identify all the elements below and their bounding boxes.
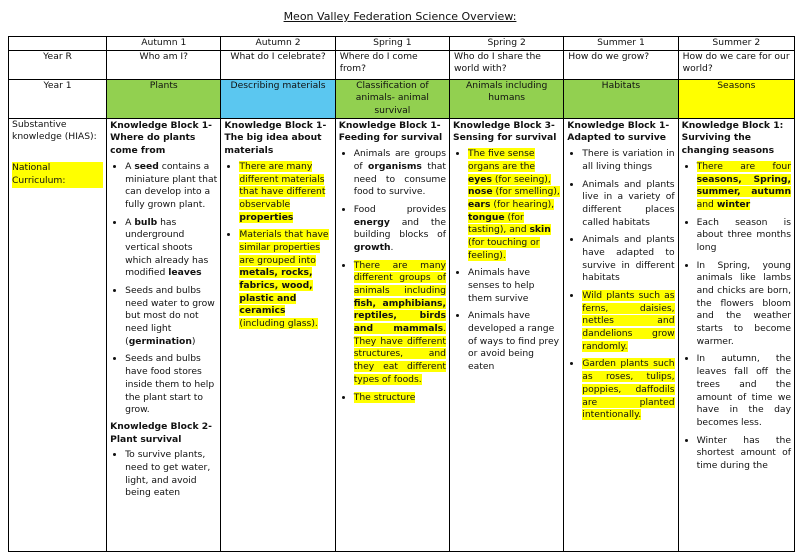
- list-item: • In autumn, the leaves fall off the trees and the amount of time we have in the day becomes less.: [697, 352, 791, 429]
- bullet-list: [110, 160, 217, 417]
- bullet-list: [567, 147, 674, 422]
- term-header-row: [9, 37, 795, 51]
- corner-cell: [9, 37, 107, 51]
- year-1-topic-animals: Animals including humans: [450, 79, 564, 118]
- national-curriculum-label: National Curriculum:: [12, 162, 103, 187]
- senses-knowledge-cell: [450, 118, 564, 551]
- list-item: • Seeds and bulbs need water to grow but most do not need light (germination): [125, 284, 217, 348]
- knowledge-row: [9, 118, 795, 551]
- year-1-topic-habitats: Habitats: [564, 79, 678, 118]
- bullet-list: [682, 160, 791, 473]
- term-header-summer-2: Summer 2: [678, 37, 794, 51]
- bullet-list: [110, 448, 217, 500]
- list-item: • The five sense organs are the eyes (for seeing), nose (for smelling), ears (for hearing), tongue (for tasting), and skin (for touching or feeling).: [468, 147, 560, 262]
- list-item: • There are many different groups of animals including fish, amphibians, reptiles, birds and mammals. They have different structures, and they eat different types of foods.: [354, 259, 446, 387]
- list-item: • Animals are groups of organisms that need to consume food to survive.: [354, 147, 446, 199]
- list-item: • There are many different materials that have different observable properties: [239, 160, 331, 224]
- knowledge-block-heading: Knowledge Block 1- Feeding for survival: [338, 119, 443, 144]
- year-r-topic-1: Who am I?: [107, 50, 221, 79]
- plants-knowledge-cell: [107, 118, 221, 551]
- list-item: • Each season is about three months long: [697, 216, 791, 255]
- knowledge-block-heading: Knowledge Block 3- Sensing for survival: [453, 119, 557, 144]
- row-label-cell: [9, 118, 107, 551]
- term-header-autumn-2: Autumn 2: [221, 37, 335, 51]
- page-title: Meon Valley Federation Science Overview:: [283, 10, 517, 23]
- term-header-summer-1: Summer 1: [564, 37, 678, 51]
- bullet-list: [453, 147, 560, 374]
- year-r-topic-5: How do we grow?: [564, 50, 678, 79]
- list-item: • Animals and plants live in a variety of different places called habitats: [582, 178, 674, 230]
- knowledge-block-heading: Knowledge Block 1- Where do plants come from: [110, 119, 212, 157]
- knowledge-block-heading: Knowledge Block 2- Plant survival: [110, 420, 212, 445]
- seasons-knowledge-cell: [678, 118, 794, 551]
- list-item: • Materials that have similar properties are grouped into metals, rocks, fabrics, wood, plastic and ceramics (including glass).: [239, 228, 331, 331]
- year-1-topic-plants: Plants: [107, 79, 221, 118]
- list-item: • Animals have developed a range of ways to find prey or avoid being eaten: [468, 309, 560, 373]
- year-r-label: Year R: [9, 50, 107, 79]
- term-header-spring-1: Spring 1: [335, 37, 449, 51]
- bullet-list: [224, 160, 331, 331]
- year-1-label: Year 1: [9, 79, 107, 118]
- classification-knowledge-cell: [335, 118, 449, 551]
- habitats-knowledge-cell: [564, 118, 678, 551]
- year-r-topic-2: What do I celebrate?: [221, 50, 335, 79]
- list-item: • Winter has the shortest amount of time during the: [697, 434, 791, 473]
- year-1-topic-classification: Classification of animals- animal survival: [335, 79, 449, 118]
- knowledge-block-heading: Knowledge Block 1- Adapted to survive: [567, 119, 670, 144]
- year-r-row: [9, 50, 795, 79]
- science-overview-table: [8, 36, 795, 552]
- list-item: • There are four seasons, Spring, summer, autumn and winter: [697, 160, 791, 212]
- substantive-knowledge-label: Substantive knowledge (HIAS):: [12, 118, 97, 143]
- knowledge-block-heading: Knowledge Block 1- The big idea about materials: [224, 119, 327, 157]
- list-item: • Garden plants such as roses, tulips, poppies, daffodils are planted intentionally.: [582, 357, 674, 421]
- list-item: • Seeds and bulbs have food stores inside them to help the plant start to grow.: [125, 352, 217, 416]
- year-r-topic-4: Who do I share the world with?: [450, 50, 564, 79]
- bullet-list: [339, 147, 446, 404]
- knowledge-block-heading: Knowledge Block 1: Surviving the changing seasons: [681, 119, 784, 157]
- list-item: • There is variation in all living things: [582, 147, 674, 173]
- year-1-topic-materials: Describing materials: [221, 79, 335, 118]
- list-item: • The structure: [354, 391, 446, 405]
- list-item: • Wild plants such as ferns, daisies, nettles and dandelions grow randomly.: [582, 289, 674, 353]
- year-r-topic-3: Where do I come from?: [335, 50, 449, 79]
- materials-knowledge-cell: [221, 118, 335, 551]
- list-item: • A seed contains a miniature plant that can develop into a fully grown plant.: [125, 160, 217, 212]
- term-header-autumn-1: Autumn 1: [107, 37, 221, 51]
- year-1-topic-seasons: Seasons: [678, 79, 794, 118]
- list-item: • Animals have senses to help them survive: [468, 266, 560, 305]
- list-item: • A bulb has underground vertical shoots which already has modified leaves: [125, 216, 217, 280]
- term-header-spring-2: Spring 2: [450, 37, 564, 51]
- list-item: • In Spring, young animals like lambs and chicks are born, the flowers bloom and the weather starts to become warmer.: [697, 259, 791, 349]
- list-item: • To survive plants, need to get water, light, and avoid being eaten: [125, 448, 217, 500]
- list-item: • Animals and plants have adapted to survive in different habitats: [582, 233, 674, 285]
- year-1-row: [9, 79, 795, 118]
- year-r-topic-6: How do we care for our world?: [678, 50, 794, 79]
- list-item: • Food provides energy and the building blocks of growth.: [354, 203, 446, 255]
